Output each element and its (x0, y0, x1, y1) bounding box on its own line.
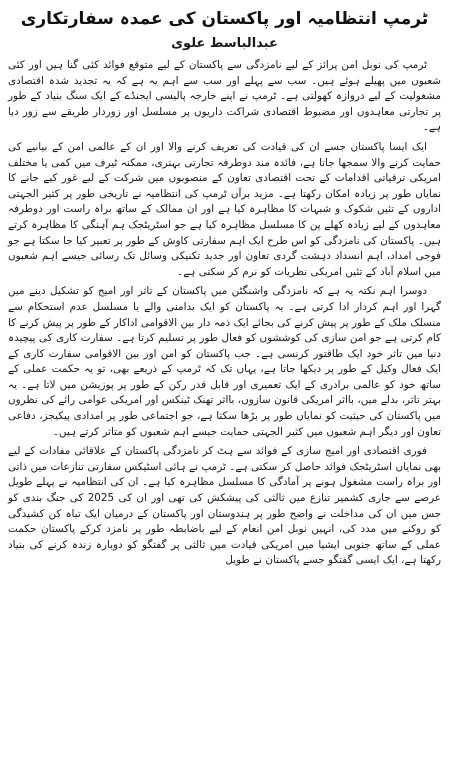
article-paragraph-1: ٹرمپ کی نوبل امن پرائز کے لیے نامزدگی سے پاکستان کے لیے متوقع فوائد کئی گنا ہیں اور کئی شعبوں میں پھیلے ہوئے ہیں۔ سب سے پہلے اور سب سے اہم یہ ہے کہ یہ تجدید شدہ اقتصادی مشغولیت کے لیے دروازہ کھولتی ہے۔ ٹرمپ نے اپنے خارجہ پالیسی ایجنڈے کے ایک سنگ بنیاد کے طور پر تجارتی معاہدوں اور مضبوط اقتصادی شراکت داریوں پر مسلسل اور زوردار طریقے سے زور دیا ہے۔ (8, 59, 441, 134)
article-paragraph-2: ایک ایسا پاکستان جسے ان کی قیادت کی تعریف کرنے والا اور ان کے عالمی امن کے بیانیے کی حمایت کرنے والا سمجھا جاتا ہے، فائدہ مند دوطرفہ تجارتی بہتری، ممکنہ ٹیرف میں کمی یا مختلف امریکی ترقیاتی اقدامات کے تحت اقتصادی تعاون کے منصوبوں میں شرکت کے لیے غور کیے جانے کا نمایاں طور پر زیادہ امکان رکھتا ہے۔ مزید برآں ٹرمپ کی انتظامیہ نے تاریخی طور پر کثیر الجہتی اداروں کے تئیں شکوک و شبہات کا مظاہرہ کیا ہے اور ان ممالک کے ساتھ براہ راست اور دوطرفہ معاہدوں کے لیے زیادہ کھلے پن کا مسلسل مظاہرہ کیا ہے جو اسٹریٹجک ہم آہنگی کا مظاہرہ کرتے ہیں۔ پاکستان کی نامزدگی کو اس طرح ایک اہم سفارتی کاوش کے طور پر تعبیر کیا جا سکتا ہے جو فوجی امداد، اہم انسداد دہشت گردی تعاون اور جدید تکنیکی وسائل تک رسائی جیسے اہم شعبوں میں اسلام آباد کے تئیں امریکی نظریات کو نرم کر سکتی ہے۔ (8, 140, 441, 278)
article-body (8, 58, 441, 569)
article-paragraph-4: فوری اقتصادی اور امیج سازی کے فوائد سے ہٹ کر نامزدگی پاکستان کے علاقائی مفادات کے لیے بھی نمایاں اسٹریٹجک فوائد حاصل کر سکتی ہے۔ ٹرمپ نے ہائی اسٹیکس سفارتی تنازعات میں ذاتی اور براہ راست مشغول ہونے پر آمادگی کا مسلسل مظاہرہ کیا ہے۔ ان کی انتظامیہ نے پہلے طویل عرصے سے جاری کشمیر تنازع میں ثالثی کی پیشکش کی تھی اور ان کی 2025 کی جنگ بندی کو جس میں ان کی مداخلت نے واضح طور پر ہندوستان اور پاکستان کے درمیان ایک تباہ کن کشیدگی کو روکنے میں مدد کی، انہیں نوبل امن انعام کے لیے باضابطہ طور پر نامزد کرکے پاکستان حکمت عملی کے ساتھ جنوبی ایشیا میں امریکی قیادت میں ثالثی پر گفتگو کو دوبارہ زندہ کرنے کی بنیاد رکھتا ہے، ایک ایسی گفتگو جسے پاکستان نے طویل (8, 445, 442, 567)
article-paragraph-3: دوسرا اہم نکتہ یہ ہے کہ نامزدگی واشنگٹن میں پاکستان کے تاثر اور امیج کو تشکیل دینے میں گہرا اور اہم کردار ادا کرتی ہے۔ یہ پاکستان کو ایک بدامنی والے یا مسلسل عدم استحکام سے منسلک ملک کے طور پر پیش کرنے کی بجائے ایک ذمہ دار بین الاقوامی اداکار کے طور پر پیش کرنے کا کام کرتی ہے جو امن سازی کی کوششوں کو فعال طور پر تسلیم کرتا ہے۔ سفارت کاری کی پیچیدہ دنیا میں تاثر خود ایک طاقتور کرنسی ہے۔ جب پاکستان کو امن اور بین الاقوامی سفارت کاری کے ایک فعال وکیل کے طور پر دیکھا جاتا ہے، یہاں تک کہ ٹرمپ کے ذریعے بھی، تو یہ حکمت عملی کے ساتھ خود کو عالمی برادری کے ایک تعمیری اور قابل قدر رکن کے طور پر پوزیشن میں لاتا ہے۔ یہ بہتر تاثر، بدلے میں، بااثر امریکی قانون سازوں، بااثر تھنک ٹینکس اور امریکی عوامی رائے کی نظروں میں پاکستان کی حیثیت کو نمایاں طور پر بڑھا سکتا ہے، جو اجتماعی طور پر امدادی پیکیجز، دفاعی تعاون اور دیگر اہم شعبوں میں کثیر الجہتی حمایت جیسے اہم شعبوں کو متاثر کرتے ہیں۔ (8, 285, 441, 438)
article-byline: عبدالباسط علوی (171, 36, 278, 51)
article-headline: ٹرمپ انتظامیہ اور پاکستان کی عمدہ سفارتکاری (20, 9, 429, 29)
